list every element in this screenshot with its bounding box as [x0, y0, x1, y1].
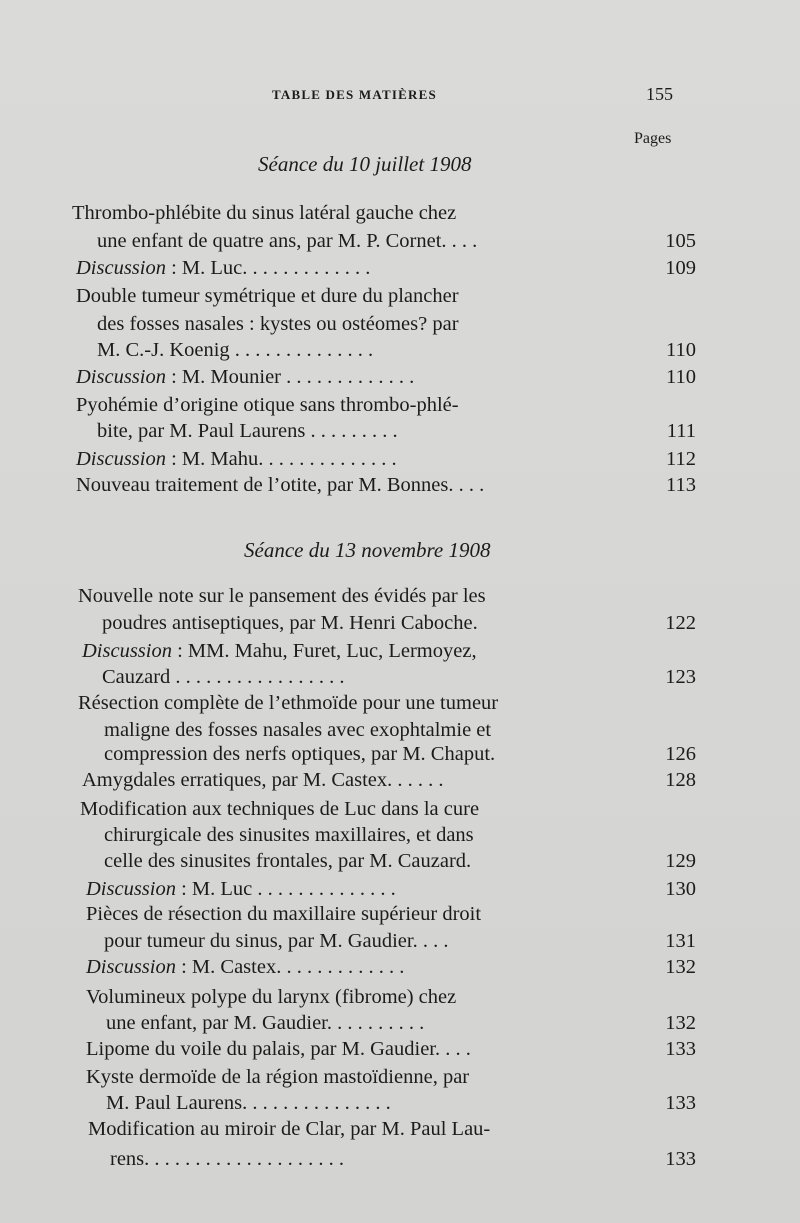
toc-entry-body: M. C.-J. Koenig . . . . . . . . . . . . . . [97, 339, 374, 361]
discussion-label: Discussion [86, 878, 176, 900]
toc-entry-body: maligne des fosses nasales avec exophtalmie et [104, 719, 492, 741]
toc-entry-text [86, 1064, 469, 1090]
toc-entry-body: : M. Luc. . . . . . . . . . . . . [165, 257, 371, 279]
toc-entry-body: Résection complète de l’ethmoïde pour une tumeur [78, 692, 499, 714]
toc-page-number: 110 [666, 366, 696, 388]
toc-entry-body: : M. Mahu. . . . . . . . . . . . . . [165, 448, 397, 470]
toc-entry-text [86, 1036, 471, 1062]
discussion-label: Discussion [82, 640, 172, 662]
toc-entry-body: Modification au miroir de Clar, par M. Paul Lau- [88, 1118, 491, 1140]
toc-entry-text [104, 822, 474, 848]
toc-entry-text [72, 200, 456, 226]
toc-entry-text [106, 1090, 391, 1116]
toc-entry-text [82, 638, 477, 664]
toc-entry-body: Nouveau traitement de l’otite, par M. Bonnes. . . . [76, 474, 485, 496]
toc-line [0, 664, 800, 690]
toc-entry-text [78, 690, 498, 716]
toc-line [0, 583, 800, 609]
toc-entry-body: celle des sinusites frontales, par M. Cauzard. [104, 850, 472, 872]
toc-page-number: 126 [665, 743, 696, 765]
toc-line [0, 610, 800, 636]
toc-page-number: 123 [665, 666, 696, 688]
toc-entry-text [78, 583, 486, 609]
toc-entry-text [97, 228, 477, 254]
toc-page-number: 128 [665, 769, 696, 791]
toc-entry-body: bite, par M. Paul Laurens . . . . . . . . . [97, 420, 398, 442]
toc-page-number: 113 [666, 474, 696, 496]
toc-page-number: 132 [665, 1012, 696, 1034]
toc-entry-body: Amygdales erratiques, par M. Castex. . . . . . [82, 769, 444, 791]
discussion-label: Discussion [76, 366, 166, 388]
toc-entry-text [86, 984, 456, 1010]
toc-line [0, 848, 800, 874]
toc-entry-body: une enfant de quatre ans, par M. P. Cornet. . . . [97, 230, 478, 252]
toc-page-number: 111 [666, 420, 696, 442]
toc-line [0, 741, 800, 767]
toc-page-number: 110 [666, 339, 696, 361]
toc-entry-body: M. Paul Laurens. . . . . . . . . . . . . . . [106, 1092, 391, 1114]
toc-entry-body: Kyste dermoïde de la région mastoïdienne, par [86, 1066, 470, 1088]
toc-line [0, 1090, 800, 1116]
toc-line [0, 1064, 800, 1090]
toc-line [0, 638, 800, 664]
toc-page-number: 122 [665, 612, 696, 634]
toc-entry-body: compression des nerfs optiques, par M. Chaput. [104, 743, 496, 765]
toc-line [0, 717, 800, 743]
toc-entry-body: chirurgicale des sinusites maxillaires, et dans [104, 824, 474, 846]
toc-page-number: 133 [665, 1092, 696, 1114]
toc-entry-text [102, 664, 345, 690]
toc-entry-text [76, 446, 397, 472]
toc-line [0, 418, 800, 444]
toc-entry-text [104, 717, 491, 743]
toc-entry-text [110, 1146, 344, 1172]
toc-entry-text [97, 418, 398, 444]
toc-entry-body: une enfant, par M. Gaudier. . . . . . . . . . [106, 1012, 425, 1034]
toc-entry-body: Thrombo-phlébite du sinus latéral gauche chez [72, 202, 457, 224]
toc-line [0, 1146, 800, 1172]
discussion-label: Discussion [76, 257, 166, 279]
toc-line [0, 901, 800, 927]
toc-line [0, 200, 800, 226]
toc-entry-body: : M. Castex. . . . . . . . . . . . . [175, 956, 405, 978]
toc-entry-body: : M. Mounier . . . . . . . . . . . . . [165, 366, 415, 388]
toc-line [0, 364, 800, 390]
toc-entry-body: : MM. Mahu, Furet, Luc, Lermoyez, [171, 640, 477, 662]
toc-entry-body: Double tumeur symétrique et dure du plancher [76, 285, 459, 307]
toc-entry-text [76, 255, 370, 281]
toc-entry-body: Pyohémie d’origine otique sans thrombo-phlé- [76, 394, 459, 416]
toc-page-number: 105 [665, 230, 696, 252]
toc-entry-text [82, 767, 444, 793]
toc-line [0, 928, 800, 954]
running-title: TABLE DES MATIÈRES [272, 87, 437, 102]
toc-line [0, 796, 800, 822]
toc-line [0, 311, 800, 337]
toc-entry-text [76, 392, 459, 418]
toc-entry-body: Lipome du voile du palais, par M. Gaudier. . . . [86, 1038, 471, 1060]
toc-line [0, 876, 800, 902]
toc-line [0, 446, 800, 472]
toc-page-number: 112 [666, 448, 696, 470]
toc-line [0, 228, 800, 254]
toc-page-number: 132 [665, 956, 696, 978]
toc-line [0, 392, 800, 418]
toc-entry-body: des fosses nasales : kystes ou ostéomes? par [97, 313, 459, 335]
toc-entry-body: Cauzard . . . . . . . . . . . . . . . . . [102, 666, 345, 688]
toc-line [0, 337, 800, 363]
section-title-july: Séance du 10 juillet 1908 [258, 152, 472, 176]
toc-page-number: 129 [665, 850, 696, 872]
toc-page-number: 133 [665, 1038, 696, 1060]
toc-entry-text [104, 848, 471, 874]
toc-entry-body: Modification aux techniques de Luc dans la cure [80, 798, 480, 820]
toc-entry-text [76, 472, 484, 498]
toc-entry-body: Volumineux polype du larynx (fibrome) chez [86, 986, 457, 1008]
toc-line [0, 984, 800, 1010]
toc-entry-text [80, 796, 479, 822]
toc-entry-text [86, 954, 404, 980]
toc-entry-text [104, 741, 495, 767]
discussion-label: Discussion [86, 956, 176, 978]
toc-entry-text [97, 337, 373, 363]
toc-entry-body: Pièces de résection du maxillaire supérieur droit [86, 903, 482, 925]
toc-entry-text [97, 311, 459, 337]
toc-entry-body: rens. . . . . . . . . . . . . . . . . . . . [110, 1148, 345, 1170]
toc-entry-body: poudres antiseptiques, par M. Henri Caboche. [102, 612, 478, 634]
pages-column-label: Pages [634, 130, 672, 147]
toc-entry-text [88, 1116, 490, 1142]
toc-entry-body: pour tumeur du sinus, par M. Gaudier. . . . [104, 930, 449, 952]
toc-page-number: 131 [665, 930, 696, 952]
toc-line [0, 954, 800, 980]
discussion-label: Discussion [76, 448, 166, 470]
toc-line [0, 690, 800, 716]
toc-line [0, 1036, 800, 1062]
toc-line [0, 1116, 800, 1142]
toc-entry-text [76, 283, 459, 309]
section-title-november: Séance du 13 novembre 1908 [244, 538, 491, 562]
page-number: 155 [646, 84, 673, 104]
toc-line [0, 283, 800, 309]
toc-line [0, 767, 800, 793]
toc-page-number: 109 [665, 257, 696, 279]
toc-line [0, 822, 800, 848]
toc-entry-text [86, 901, 481, 927]
toc-entry-text [106, 1010, 424, 1036]
toc-line [0, 1010, 800, 1036]
toc-entry-text [86, 876, 396, 902]
toc-entry-text [104, 928, 448, 954]
toc-entry-body: Nouvelle note sur le pansement des évidés par les [78, 585, 486, 607]
toc-line [0, 472, 800, 498]
toc-entry-text [102, 610, 478, 636]
toc-page-number: 130 [665, 878, 696, 900]
toc-page-number: 133 [665, 1148, 696, 1170]
toc-entry-text [76, 364, 414, 390]
toc-line [0, 255, 800, 281]
toc-entry-body: : M. Luc . . . . . . . . . . . . . . [175, 878, 396, 900]
